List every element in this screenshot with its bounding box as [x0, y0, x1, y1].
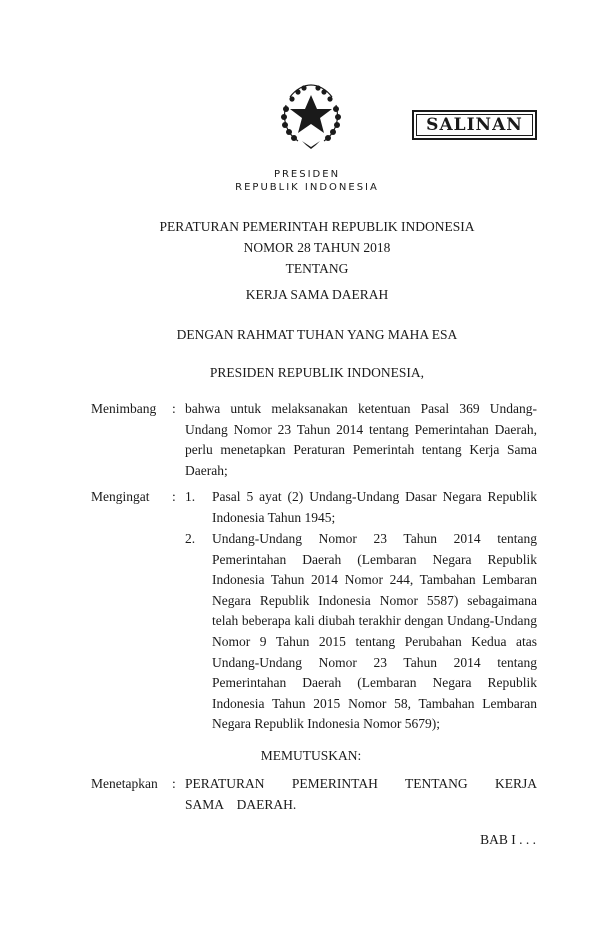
regulation-number: NOMOR 28 TAHUN 2018: [243, 240, 391, 255]
regulation-tentang: TENTANG: [285, 261, 349, 276]
menetapkan-label: Menetapkan: [91, 776, 158, 791]
memutuskan-heading: MEMUTUSKAN:: [260, 748, 362, 763]
garuda-emblem-icon: [272, 75, 350, 153]
mengingat-colon: :: [172, 489, 176, 504]
menimbang-text: bahwa untuk melaksanakan ketentuan Pasal 369 Undang-Undang Nomor 23 Tahun 2014 tentang Pemerintahan Daerah, perlu menetapkan Peraturan Pemerintah tentang Kerja Sama Daerah;: [185, 401, 537, 478]
mengingat-label: Mengingat: [91, 489, 150, 504]
menetapkan-text: PERATURAN PEMERINTAH TENTANG KERJA SAMA DAERAH.: [185, 776, 537, 812]
office-line-1: PRESIDEN: [273, 169, 341, 180]
salinan-stamp-text: SALINAN: [416, 114, 533, 136]
mengingat-item-number: 1.: [185, 489, 196, 504]
salinan-stamp: [412, 110, 537, 140]
menimbang-label: Menimbang: [91, 401, 157, 416]
blessing-line: DENGAN RAHMAT TUHAN YANG MAHA ESA: [176, 327, 458, 342]
menetapkan-colon: :: [172, 776, 176, 791]
menimbang-colon: :: [172, 401, 176, 416]
mengingat-item-text: Undang-Undang Nomor 23 Tahun 2014 tentang Pemerintahan Daerah (Lembaran Negara Republik Indonesia Tahun 2014 Nomor 244, Tambahan Lembaran Negara Republik Indonesia Nomor 5587) sebagaimana telah beberapa kali diubah terakhir dengan Undang-Undang Nomor 9 Tahun 2015 tentang Perubahan Kedua atas Undang-Undang Nomor 23 Tahun 2014 tentang Pemerintahan Daerah (Lembaran Negara Republik Indonesia Tahun 2015 Nomor 58, Tambahan Lembaran Negara Republik Indonesia Nomor 5679);: [212, 531, 537, 732]
regulation-title: PERATURAN PEMERINTAH REPUBLIK INDONESIA: [159, 219, 475, 234]
next-page-marker: BAB I . . .: [480, 832, 536, 847]
regulation-subject: KERJA SAMA DAERAH: [245, 287, 389, 302]
mengingat-item-text: Pasal 5 ayat (2) Undang-Undang Dasar Negara Republik Indonesia Tahun 1945;: [212, 489, 537, 525]
mengingat-item-number: 2.: [185, 531, 196, 546]
office-line-2: REPUBLIK INDONESIA: [235, 182, 379, 193]
president-line: PRESIDEN REPUBLIK INDONESIA,: [209, 365, 425, 380]
